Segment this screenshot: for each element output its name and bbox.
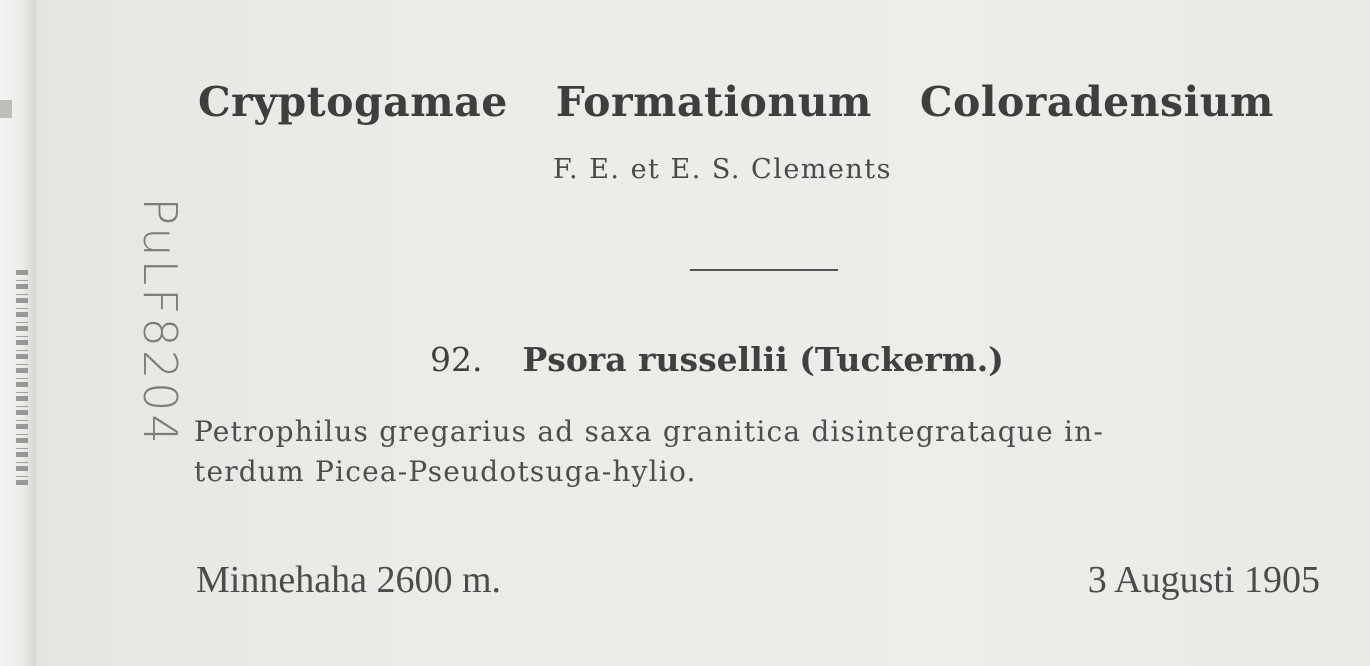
title-word: Formationum	[555, 78, 872, 126]
habitat-line: terdum Picea-Pseudotsuga-hylio.	[194, 455, 697, 488]
habitat-description	[194, 412, 1314, 492]
collection-date: 3 Augusti 1905	[1087, 559, 1320, 601]
divider-rule	[690, 269, 838, 271]
species-name: Psora russellii (Tuckerm.)	[522, 340, 1004, 379]
edge-tick-marks	[16, 270, 28, 485]
authors: F. E. et E. S. Clements	[553, 154, 893, 185]
specimen-number: 92.	[430, 340, 483, 379]
species-line	[430, 340, 1004, 379]
locality: Minnehaha 2600 m.	[196, 559, 502, 601]
habitat-line: Petrophilus gregarius ad saxa granitica disintegrataque in-	[194, 415, 1105, 448]
title-word: Coloradensium	[919, 78, 1274, 126]
handwritten-accession-id: PuLF8204	[133, 197, 187, 447]
title-word: Cryptogamae	[198, 78, 508, 126]
label-edge-strip	[0, 0, 36, 666]
series-title	[198, 78, 1328, 126]
